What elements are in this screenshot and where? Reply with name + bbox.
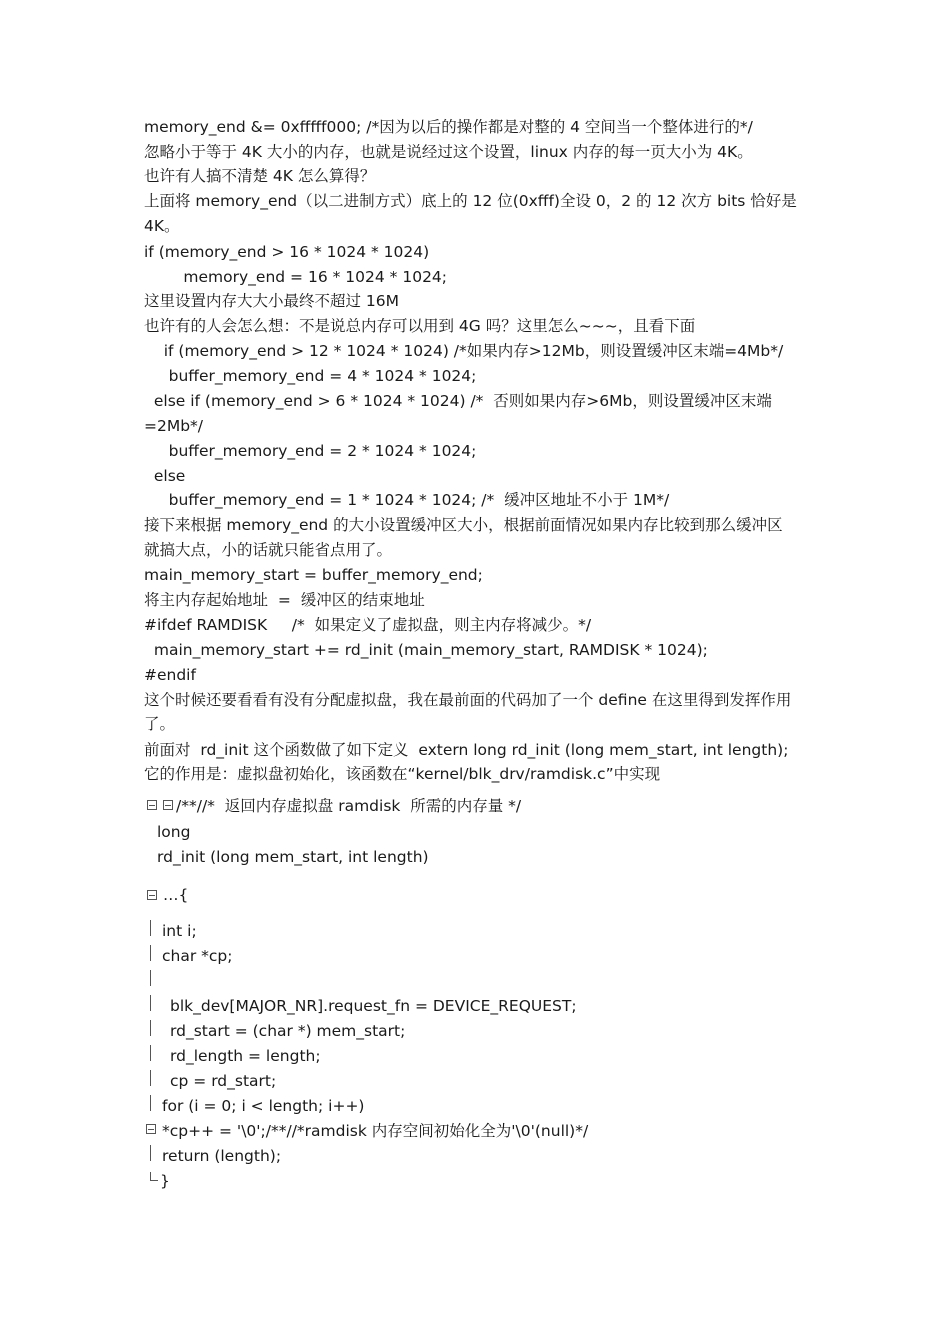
expand-icon[interactable] [146, 1124, 156, 1134]
text-line: 就搞大点，小的话就只能省点用了。 [144, 541, 393, 559]
code-line: long [157, 823, 191, 841]
code-line: …{ [163, 886, 189, 904]
text-line: 这个时候还要看看有没有分配虚拟盘，我在最前面的代码加了一个 define 在这里得到发挥作用 [144, 691, 792, 709]
text-line: 上面将 memory_end（以二进制方式）底上的 12 位(0xfff)全设 0，2 的 12 次方 bits 恰好是 [144, 192, 797, 210]
text-line: 前面对 rd_init 这个函数做了如下定义 extern long rd_init (long mem_start, int length); [144, 741, 789, 759]
outline-bar [150, 1020, 151, 1036]
code-line: *cp++ = '\0';/**//*ramdisk 内存空间初始化全为'\0'(null)*/ [162, 1122, 589, 1140]
outline-bar [150, 920, 151, 936]
collapse-icon[interactable] [163, 800, 173, 810]
text-line: 也许有人搞不清楚 4K 怎么算得？ [144, 167, 376, 185]
text-line: if (memory_end > 12 * 1024 * 1024) /*如果内存>12Mb，则设置缓冲区末端=4Mb*/ [144, 342, 784, 360]
text-line: main_memory_start += rd_init (main_memory_start, RAMDISK * 1024); [144, 641, 708, 659]
text-line: 这里设置内存大大小最终不超过 16M [144, 292, 400, 310]
code-line: char *cp; [162, 947, 233, 965]
outline-bar [150, 1070, 151, 1086]
code-line: rd_length = length; [170, 1047, 321, 1065]
outline-bar [150, 1095, 151, 1111]
code-line: cp = rd_start; [170, 1072, 277, 1090]
code-line: } [160, 1172, 170, 1190]
outline-bar [150, 995, 151, 1011]
text-line: else [144, 467, 186, 485]
text-line: if (memory_end > 16 * 1024 * 1024) [144, 243, 430, 261]
outline-end [150, 1172, 158, 1181]
outline-bar [150, 1045, 151, 1061]
text-line: else if (memory_end > 6 * 1024 * 1024) /* 否则如果内存>6Mb，则设置缓冲区末端 [144, 392, 772, 410]
outline-bar [150, 970, 151, 986]
text-line: =2Mb*/ [144, 417, 204, 435]
text-line: 了。 [144, 715, 176, 733]
code-line: blk_dev[MAJOR_NR].request_fn = DEVICE_REQUEST; [170, 997, 577, 1015]
code-line: rd_start = (char *) mem_start; [170, 1022, 406, 1040]
text-line: buffer_memory_end = 2 * 1024 * 1024; [144, 442, 477, 460]
text-line: 接下来根据 memory_end 的大小设置缓冲区大小，根据前面情况如果内存比较到那么缓冲区 [144, 516, 783, 534]
outline-bar [150, 945, 151, 961]
code-line: rd_init (long mem_start, int length) [157, 848, 429, 866]
text-line: #endif [144, 666, 196, 684]
text-line: #ifdef RAMDISK /* 如果定义了虚拟盘，则主内存将减少。*/ [144, 616, 592, 634]
code-line: return (length); [162, 1147, 282, 1165]
text-line: 4K。 [144, 217, 180, 235]
text-line: buffer_memory_end = 1 * 1024 * 1024; /* 缓冲区地址不小于 1M*/ [144, 491, 670, 509]
text-line: buffer_memory_end = 4 * 1024 * 1024; [144, 367, 477, 385]
outline-bar [150, 1145, 151, 1161]
text-line: memory_end = 16 * 1024 * 1024; [144, 268, 448, 286]
text-line: memory_end &= 0xfffff000; /*因为以后的操作都是对整的 4 空间当一个整体进行的*/ [144, 118, 753, 136]
text-line: main_memory_start = buffer_memory_end; [144, 566, 483, 584]
text-line: 将主内存起始地址 = 缓冲区的结束地址 [144, 591, 425, 609]
text-line: 它的作用是：虚拟盘初始化，该函数在“kernel/blk_drv/ramdisk.c”中实现 [144, 765, 661, 783]
collapse-icon[interactable] [147, 800, 157, 810]
code-line: for (i = 0; i < length; i++) [162, 1097, 365, 1115]
collapse-icon[interactable] [147, 890, 157, 900]
text-line: 也许有的人会怎么想：不是说总内存可以用到 4G 吗？这里怎么~~~，且看下面 [144, 317, 696, 335]
code-line: /**//* 返回内存虚拟盘 ramdisk 所需的内存量 */ [176, 797, 522, 815]
code-line: int i; [162, 922, 197, 940]
text-line: 忽略小于等于 4K 大小的内存，也就是说经过这个设置，linux 内存的每一页大小为 4K。 [144, 143, 753, 161]
